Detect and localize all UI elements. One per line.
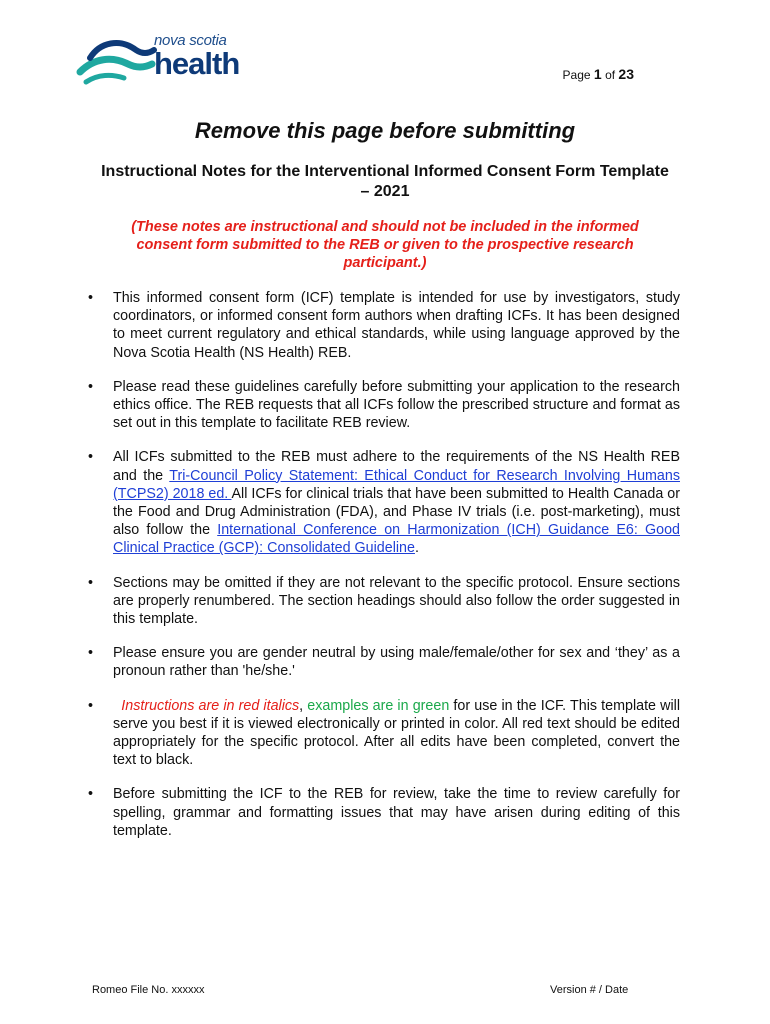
bullet-icon: •	[88, 290, 94, 306]
logo-text-main: health	[154, 46, 240, 81]
bullet-icon: •	[88, 786, 94, 803]
green-example-text: examples are in green	[307, 697, 450, 714]
red-instruction-text: Instructions are in red italics	[121, 697, 300, 714]
logo-text-top: nova scotia	[154, 32, 227, 49]
list-item-text: for use in the ICF. This template will serve you best if it is viewed electronically or printed in color. All red text should be edited appropriately for the specific protocol. After all edits have been completed, convert the text to black.	[113, 697, 681, 769]
page-title: Remove this page before submitting	[194, 118, 576, 143]
ich-gcp-link[interactable]: International Conference on Harmonization (ICH) Guidance E6: Good Clinical Practice (GCP): Consolidated Guideline	[113, 522, 680, 557]
list-item-text: Please ensure you are gender neutral by using male/female/other for sex and ‘they’ as a pronoun rather than 'he/she.'	[113, 645, 680, 680]
nova-scotia-health-logo	[76, 22, 240, 88]
tcps2-link[interactable]: Tri-Council Policy Statement: Ethical Conduct for Research Involving Humans (TCPS2) 2018 ed.	[113, 467, 680, 502]
page-label: Page	[562, 68, 591, 82]
list-item	[88, 644, 680, 680]
list-item-text: All ICFs submitted to the REB must adhere to the requirements of the NS Health REB and the	[113, 449, 680, 484]
list-item-text: Sections may be omitted if they are not relevant to the specific protocol. Ensure sections are properly renumbered. The section headings should also follow the order suggested in this template.	[113, 574, 680, 628]
bullet-icon: •	[88, 645, 94, 662]
logo-wave-icon	[76, 28, 158, 88]
list-item	[88, 697, 680, 770]
list-item-text: .	[414, 540, 419, 557]
list-item-text: Before submitting the ICF to the REB for review, take the time to review carefully for spelling, grammar and formatting issues that may have arisen during editing of this template.	[113, 786, 680, 839]
footer-file-number: Romeo File No. xxxxxx	[92, 984, 205, 996]
list-item	[88, 289, 680, 362]
list-item-text: ,	[299, 697, 308, 714]
bullet-icon: •	[88, 378, 94, 395]
list-item	[88, 448, 680, 557]
footer-version: Version # / Date	[550, 984, 629, 996]
bullet-icon: •	[88, 449, 94, 466]
bullet-icon: •	[88, 574, 94, 591]
instruction-warning: (These notes are instructional and should not be included in the informed consent form submitted to the REB or given to the prospective research participant.)	[131, 219, 639, 271]
list-item-text: This informed consent form (ICF) template is intended for use by investigators, study coordinators, or informed consent form authors when drafting ICFs. It has been designed to meet current regulatory and ethical standards, while using language approved by the Nova Scotia Health (NS Health) REB.	[113, 290, 680, 361]
page-indicator	[563, 66, 634, 82]
page-current: 1	[593, 66, 602, 82]
page-of: of	[605, 68, 616, 82]
page-total: 23	[618, 66, 634, 82]
list-item	[88, 785, 680, 840]
bullet-icon: •	[88, 697, 94, 714]
list-item	[88, 574, 680, 629]
list-item-text: All ICFs for clinical trials that have been submitted to Health Canada or the Food and Drug Administration (FDA), and Phase IV trials (i.e. post-marketing), must also follow the	[113, 485, 680, 539]
list-item	[88, 378, 680, 433]
instruction-list	[88, 289, 680, 856]
page-subtitle: Instructional Notes for the Interventional Informed Consent Form Template – 2021	[101, 163, 669, 200]
list-item-text: Please read these guidelines carefully before submitting your application to the research ethics office. The REB requests that all ICFs follow the prescribed structure and format as set out in this template to facilitate REB review.	[113, 378, 680, 432]
